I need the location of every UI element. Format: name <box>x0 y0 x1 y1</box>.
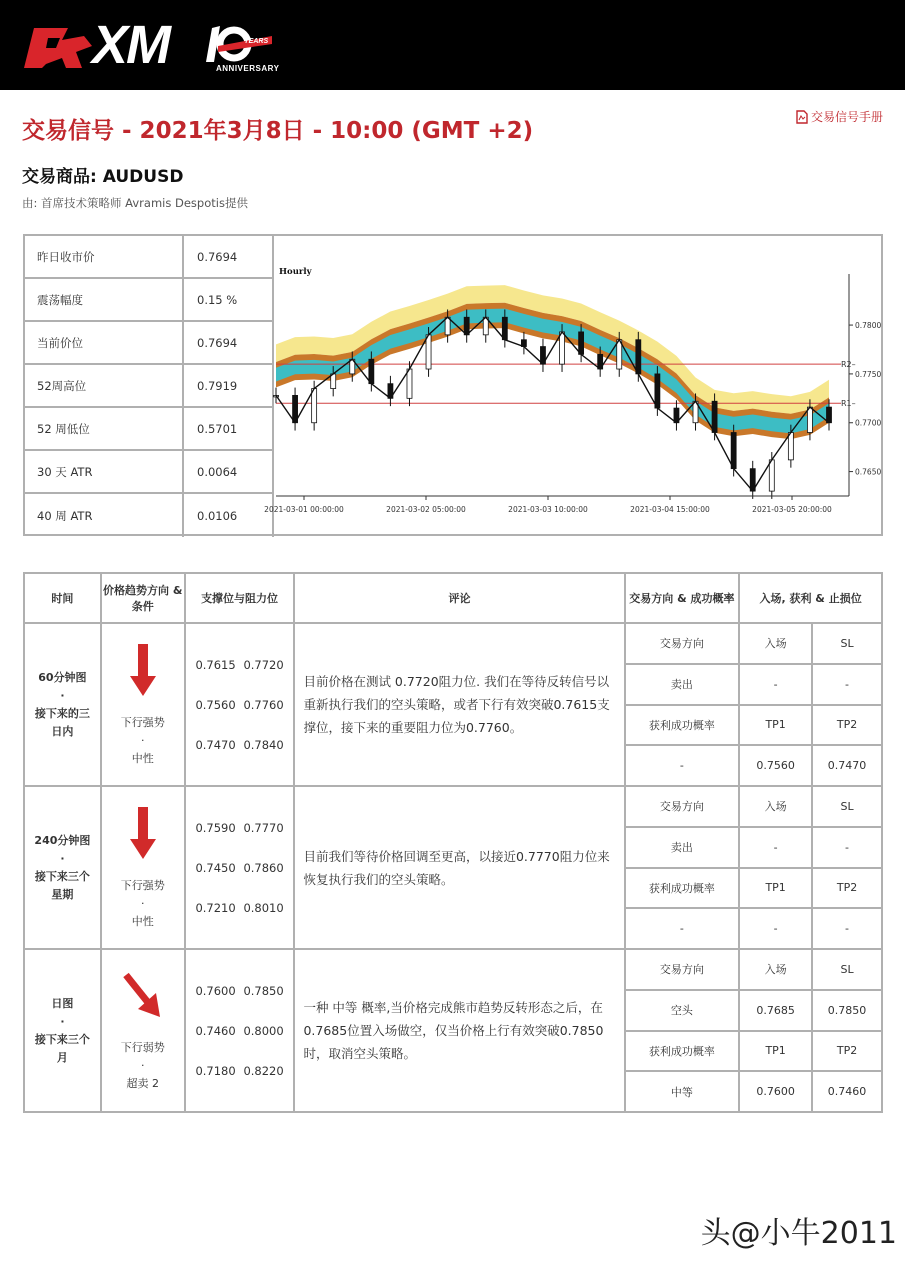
trend-cell <box>101 623 185 786</box>
candle-body <box>807 407 812 432</box>
trade-grid-cell: TP2 <box>812 705 882 746</box>
comment-cell: 目前我们等待价格回调至更高，以接近0.7770阻力位来恢复执行我们的空头策略。 <box>294 786 624 949</box>
level-pair <box>186 888 294 928</box>
stat-row <box>25 494 274 537</box>
stat-row <box>25 365 274 408</box>
resistance-value: 0.7860 <box>243 860 284 875</box>
period-line: · <box>60 688 65 702</box>
trade-grid-cell: 交易方向 <box>625 949 740 990</box>
trade-grid-cell: - <box>739 664 812 705</box>
header-entry: 入场, 获利 & 止损位 <box>739 573 882 623</box>
arrow-down-icon <box>128 805 158 861</box>
trade-grid-cell: 0.7460 <box>812 1071 882 1112</box>
candle-body <box>827 407 832 423</box>
level-pair <box>186 971 294 1011</box>
candle-body <box>731 433 736 469</box>
stat-row <box>25 236 274 279</box>
resistance-value: 0.8010 <box>243 900 284 915</box>
period-line: 日图 <box>51 996 74 1010</box>
candle-body <box>788 433 793 460</box>
trade-grid-cell: - <box>812 827 882 868</box>
candle-body <box>407 369 412 398</box>
candle-body <box>636 340 641 374</box>
comment-cell: 一种 中等 概率,当价格完成熊市趋势反转形态之后，在0.7685位置入场做空，仅当价格上行有效突破0.7850时，取消空头策略。 <box>294 949 624 1112</box>
y-tick-label: 0.7700 <box>855 418 882 428</box>
trade-grid-cell: TP1 <box>739 1031 812 1072</box>
trade-grid-cell: 交易方向 <box>625 786 740 827</box>
signal-manual-label[interactable]: 交易信号手册 <box>810 110 883 124</box>
period-cell <box>24 786 101 949</box>
hourly-chart <box>264 236 882 534</box>
trade-grid-cell: 卖出 <box>625 827 740 868</box>
trade-grid-cell: SL <box>812 949 882 990</box>
trade-grid-cell: 入场 <box>739 623 812 664</box>
resistance-value: 0.7720 <box>243 657 284 672</box>
candle-body <box>560 332 565 364</box>
resistance-value: 0.7770 <box>243 820 284 835</box>
support-value: 0.7600 <box>195 983 236 998</box>
header-trend: 价格趋势方向 & 条件 <box>101 573 185 623</box>
trade-grid-cell: 0.7600 <box>739 1071 812 1112</box>
chart-title: Hourly <box>279 267 312 277</box>
resistance-value: 0.8000 <box>243 1023 284 1038</box>
pdf-document-icon <box>796 110 808 124</box>
trade-grid-cell: 0.7850 <box>812 990 882 1031</box>
levels-cell <box>185 786 295 949</box>
period-line: 星期 <box>51 887 74 901</box>
candle-body <box>445 317 450 335</box>
support-value: 0.7590 <box>195 820 236 835</box>
table-row <box>24 623 882 664</box>
level-pair <box>186 848 294 888</box>
trade-grid-cell: - <box>625 908 740 949</box>
trend-line: · <box>140 1058 145 1072</box>
header-levels: 支撑位与阻力位 <box>185 573 295 623</box>
candle-body <box>464 317 469 335</box>
support-value: 0.7615 <box>195 657 236 672</box>
stats-panel <box>23 234 883 536</box>
table-row <box>24 786 882 827</box>
candle-body <box>769 460 774 491</box>
stat-row <box>25 279 274 322</box>
candle-body <box>426 335 431 369</box>
period-cell <box>24 949 101 1112</box>
candle-body <box>312 389 317 423</box>
header-comment: 评论 <box>294 573 624 623</box>
stat-row <box>25 408 274 451</box>
stat-value: 0.0064 <box>184 451 274 492</box>
trade-grid-cell: - <box>812 908 882 949</box>
stat-value: 0.7919 <box>184 365 274 406</box>
period-line: 接下来三个 <box>34 1032 90 1046</box>
stat-label: 30 天 ATR <box>25 451 184 492</box>
trade-grid-cell: - <box>812 664 882 705</box>
support-value: 0.7210 <box>195 900 236 915</box>
level-pair <box>186 685 294 725</box>
period-line: 月 <box>56 1050 68 1064</box>
stat-label: 40 周 ATR <box>25 494 184 537</box>
stat-value: 0.7694 <box>184 236 274 277</box>
level-pair <box>186 1011 294 1051</box>
period-line: · <box>60 851 65 865</box>
trend-cell <box>101 786 185 949</box>
level-label-r1: R1– <box>841 399 856 409</box>
header-time: 时间 <box>24 573 101 623</box>
trade-grid-cell: 获利成功概率 <box>625 1031 740 1072</box>
instrument-heading: 交易商品: AUDUSD <box>22 167 184 187</box>
period-line: 240分钟图 <box>34 833 91 847</box>
level-pair <box>186 1051 294 1091</box>
trend-cell <box>101 949 185 1112</box>
trade-grid-cell: - <box>625 745 740 786</box>
period-line: 日内 <box>51 724 74 738</box>
level-pair <box>186 808 294 848</box>
x-tick-label: 2021-03-03 10:00:00 <box>508 505 588 514</box>
trade-grid-cell: SL <box>812 623 882 664</box>
level-pair <box>186 645 294 685</box>
resistance-value: 0.8220 <box>243 1063 284 1078</box>
trade-grid-cell: TP2 <box>812 1031 882 1072</box>
level-pair <box>186 725 294 765</box>
trade-grid-cell: 空头 <box>625 990 740 1031</box>
years-text: YEARS <box>244 38 269 45</box>
stat-label: 52 周低位 <box>25 408 184 449</box>
trade-grid-cell: - <box>739 827 812 868</box>
watermark: 头@小牛2011 <box>700 1216 897 1251</box>
trade-grid-cell: TP1 <box>739 705 812 746</box>
trend-line: · <box>140 733 145 747</box>
trade-grid-cell: 中等 <box>625 1071 740 1112</box>
candle-body <box>369 359 374 383</box>
x-tick-label: 2021-03-04 15:00:00 <box>630 505 710 514</box>
resistance-value: 0.7760 <box>243 697 284 712</box>
anniversary-text: ANNIVERSARY <box>216 64 280 73</box>
resistance-value: 0.7850 <box>243 983 284 998</box>
trade-grid-cell: 0.7560 <box>739 745 812 786</box>
period-line: 60分钟图 <box>38 670 87 684</box>
candle-body <box>579 332 584 354</box>
stat-label: 当前价位 <box>25 322 184 363</box>
trade-grid-cell: TP2 <box>812 868 882 909</box>
trade-grid-cell: 0.7470 <box>812 745 882 786</box>
table-header-row <box>24 573 882 623</box>
arrow-down-right-icon <box>120 969 166 1023</box>
levels-cell <box>185 623 295 786</box>
trend-line: · <box>140 896 145 910</box>
y-tick-label: 0.7800 <box>855 321 882 331</box>
signal-manual-link[interactable] <box>796 108 883 125</box>
period-line: 接下来的三 <box>34 706 90 720</box>
trade-grid-cell: 交易方向 <box>625 623 740 664</box>
page-title: 交易信号 - 2021年3月8日 - 10:00 (GMT +2) <box>22 118 534 144</box>
stat-label: 52周高位 <box>25 365 184 406</box>
stat-value: 0.15 % <box>184 279 274 320</box>
support-value: 0.7560 <box>195 697 236 712</box>
trend-line: 超卖 2 <box>126 1076 159 1090</box>
resistance-value: 0.7840 <box>243 737 284 752</box>
period-line: 接下来三个 <box>34 869 90 883</box>
chart-svg <box>264 236 882 534</box>
xm-logo-text: XM <box>92 15 169 75</box>
candle-body <box>712 401 717 432</box>
period-line: · <box>60 1014 65 1028</box>
trend-line: 下行强势 <box>120 878 165 892</box>
comment-cell: 目前价格在测试 0.7720阻力位. 我们在等待反转信号以重新执行我们的空头策略，或者下行有效突破0.7615支撑位，接下来的重要阻力位为0.7760。 <box>294 623 624 786</box>
level-label-r2: R2– <box>841 360 856 370</box>
trade-grid-cell: 入场 <box>739 786 812 827</box>
header-direction: 交易方向 & 成功概率 <box>625 573 740 623</box>
support-value: 0.7180 <box>195 1063 236 1078</box>
trend-line: 中性 <box>131 914 154 928</box>
candle-body <box>655 374 660 408</box>
trade-grid-cell: 卖出 <box>625 664 740 705</box>
support-value: 0.7450 <box>195 860 236 875</box>
y-tick-label: 0.7650 <box>855 467 882 477</box>
x-tick-label: 2021-03-01 00:00:00 <box>264 505 344 514</box>
trend-line: 中性 <box>131 751 154 765</box>
signal-table <box>23 572 883 1113</box>
trade-grid-cell: SL <box>812 786 882 827</box>
x-tick-label: 2021-03-02 05:00:00 <box>386 505 466 514</box>
trade-grid-cell: TP1 <box>739 868 812 909</box>
support-value: 0.7470 <box>195 737 236 752</box>
arrow-down-icon <box>128 642 158 698</box>
support-value: 0.7460 <box>195 1023 236 1038</box>
stat-value: 0.5701 <box>184 408 274 449</box>
candle-body <box>502 317 507 339</box>
trade-grid-cell: 入场 <box>739 949 812 990</box>
provider-line: 由: 首席技术策略师 Avramis Despotis提供 <box>22 196 248 210</box>
trade-grid-cell: 获利成功概率 <box>625 705 740 746</box>
trade-grid-cell: 0.7685 <box>739 990 812 1031</box>
header-bar <box>0 0 905 90</box>
stat-value: 0.7694 <box>184 322 274 363</box>
trend-line: 下行弱势 <box>120 1040 165 1054</box>
table-row <box>24 949 882 990</box>
levels-cell <box>185 949 295 1112</box>
trend-line: 下行强势 <box>120 715 165 729</box>
stat-label: 震荡幅度 <box>25 279 184 320</box>
stat-row <box>25 322 274 365</box>
xm-bull-logo-icon <box>22 24 94 70</box>
y-tick-label: 0.7750 <box>855 369 882 379</box>
stat-label: 昨日收市价 <box>25 236 184 277</box>
stat-row <box>25 451 274 494</box>
trade-grid-cell: - <box>739 908 812 949</box>
x-tick-label: 2021-03-05 20:00:00 <box>752 505 832 514</box>
stat-value: 0.0106 <box>184 494 274 537</box>
period-cell <box>24 623 101 786</box>
trade-grid-cell: 获利成功概率 <box>625 868 740 909</box>
